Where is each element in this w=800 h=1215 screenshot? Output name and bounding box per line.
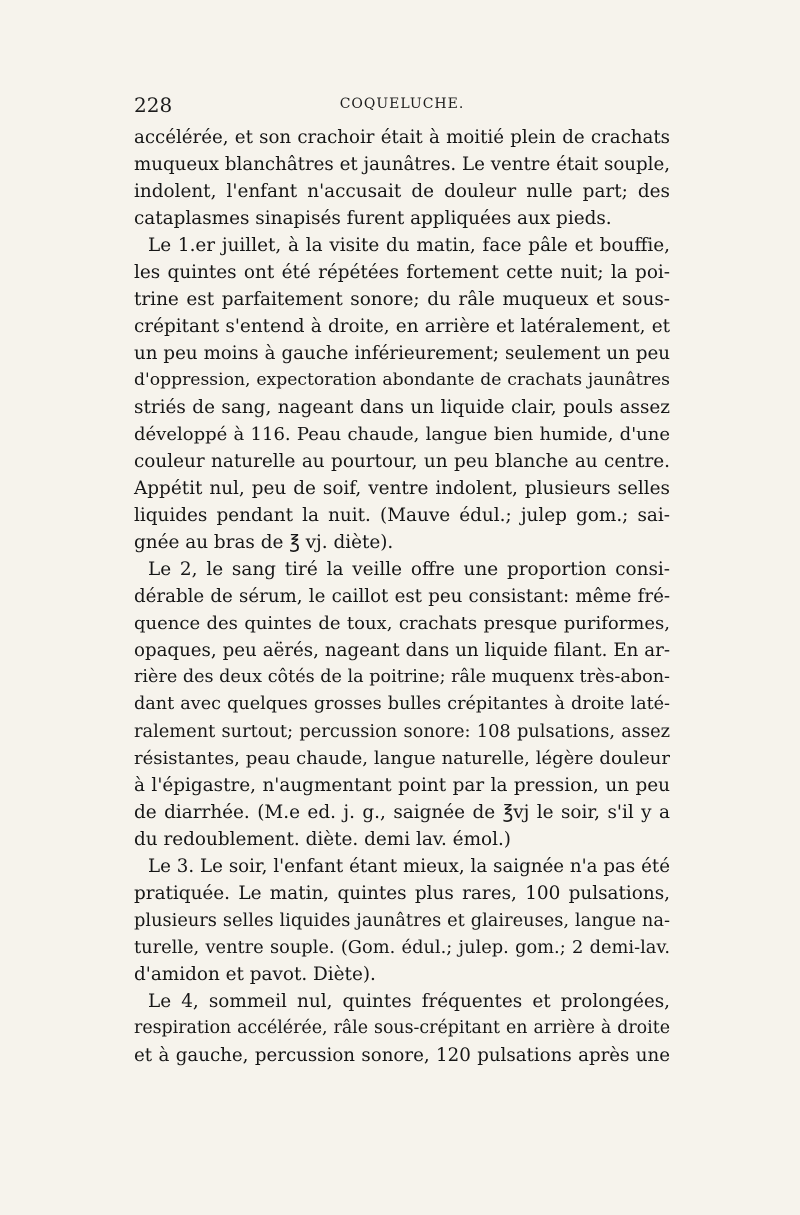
body-text bbox=[134, 124, 670, 1069]
text-line: quence des quintes de toux, crachats presque puriformes, bbox=[134, 613, 670, 634]
running-title: COQUELUCHE. bbox=[339, 96, 465, 112]
text-line: striés de sang, nageant dans un liquide clair, pouls assez bbox=[134, 397, 670, 418]
text-line: Appétit nul, peu de soif, ventre indolent, plusieurs selles bbox=[134, 478, 670, 499]
text-line: trine est parfaitement sonore; du râle muqueux et sous- bbox=[134, 289, 670, 310]
text-line: pratiquée. Le matin, quintes plus rares, 100 pulsations, bbox=[134, 883, 670, 904]
text-line: Le 4, sommeil nul, quintes fréquentes et prolongées, bbox=[148, 991, 670, 1012]
running-head bbox=[134, 93, 670, 121]
text-line: rière des deux côtés de la poitrine; râle muquenx très-abon- bbox=[134, 667, 670, 687]
text-line: accélérée, et son crachoir était à moitié plein de crachats bbox=[134, 127, 670, 148]
text-line: Le 3. Le soir, l'enfant étant mieux, la saignée n'a pas été bbox=[148, 856, 670, 877]
text-line: d'oppression, expectoration abondante de crachats jaunâtres bbox=[134, 370, 670, 390]
text-line: Le 2, le sang tiré la veille offre une proportion consi- bbox=[148, 559, 670, 580]
text-line: cataplasmes sinapisés furent appliquées aux pieds. bbox=[134, 208, 612, 229]
text-line: du redoublement. diète. demi lav. émol.) bbox=[134, 829, 511, 850]
text-line: ralement surtout; percussion sonore: 108 pulsations, assez bbox=[134, 721, 670, 742]
text-line: liquides pendant la nuit. (Mauve édul.; julep gom.; sai- bbox=[134, 505, 670, 526]
text-line: indolent, l'enfant n'accusait de douleur nulle part; des bbox=[134, 181, 670, 202]
text-line: opaques, peu aërés, nageant dans un liquide filant. En ar- bbox=[134, 640, 670, 661]
text-line: respiration accélérée, râle sous-crépitant en arrière à droite bbox=[134, 1018, 670, 1038]
text-line: développé à 116. Peau chaude, langue bien humide, d'une bbox=[134, 424, 670, 445]
text-line: dérable de sérum, le caillot est peu consistant: même fré- bbox=[134, 586, 670, 607]
text-line: couleur naturelle au pourtour, un peu blanche au centre. bbox=[134, 451, 670, 472]
text-line: dant avec quelques grosses bulles crépitantes à droite laté- bbox=[134, 694, 670, 714]
text-line: gnée au bras de ℥ vj. diète). bbox=[134, 532, 394, 553]
text-line: résistantes, peau chaude, langue naturelle, légère douleur bbox=[134, 748, 670, 769]
text-line: crépitant s'entend à droite, en arrière et latéralement, et bbox=[134, 316, 670, 337]
text-line: à l'épigastre, n'augmentant point par la pression, un peu bbox=[134, 775, 670, 796]
text-line: turelle, ventre souple. (Gom. édul.; julep. gom.; 2 demi-lav. bbox=[134, 937, 670, 958]
text-line: d'amidon et pavot. Diète). bbox=[134, 964, 376, 985]
text-line: les quintes ont été répétées fortement cette nuit; la poi- bbox=[134, 262, 670, 283]
text-line: et à gauche, percussion sonore, 120 pulsations après une bbox=[134, 1045, 670, 1066]
page-number: 228 bbox=[134, 93, 173, 117]
text-line: plusieurs selles liquides jaunâtres et glaireuses, langue na- bbox=[134, 910, 670, 931]
text-line: Le 1.er juillet, à la visite du matin, face pâle et bouffie, bbox=[148, 235, 670, 256]
text-line: muqueux blanchâtres et jaunâtres. Le ventre était souple, bbox=[134, 154, 670, 175]
text-line: de diarrhée. (M.e ed. j. g., saignée de ℥vj le soir, s'il y a bbox=[134, 802, 670, 823]
text-line: un peu moins à gauche inférieurement; seulement un peu bbox=[134, 343, 670, 364]
